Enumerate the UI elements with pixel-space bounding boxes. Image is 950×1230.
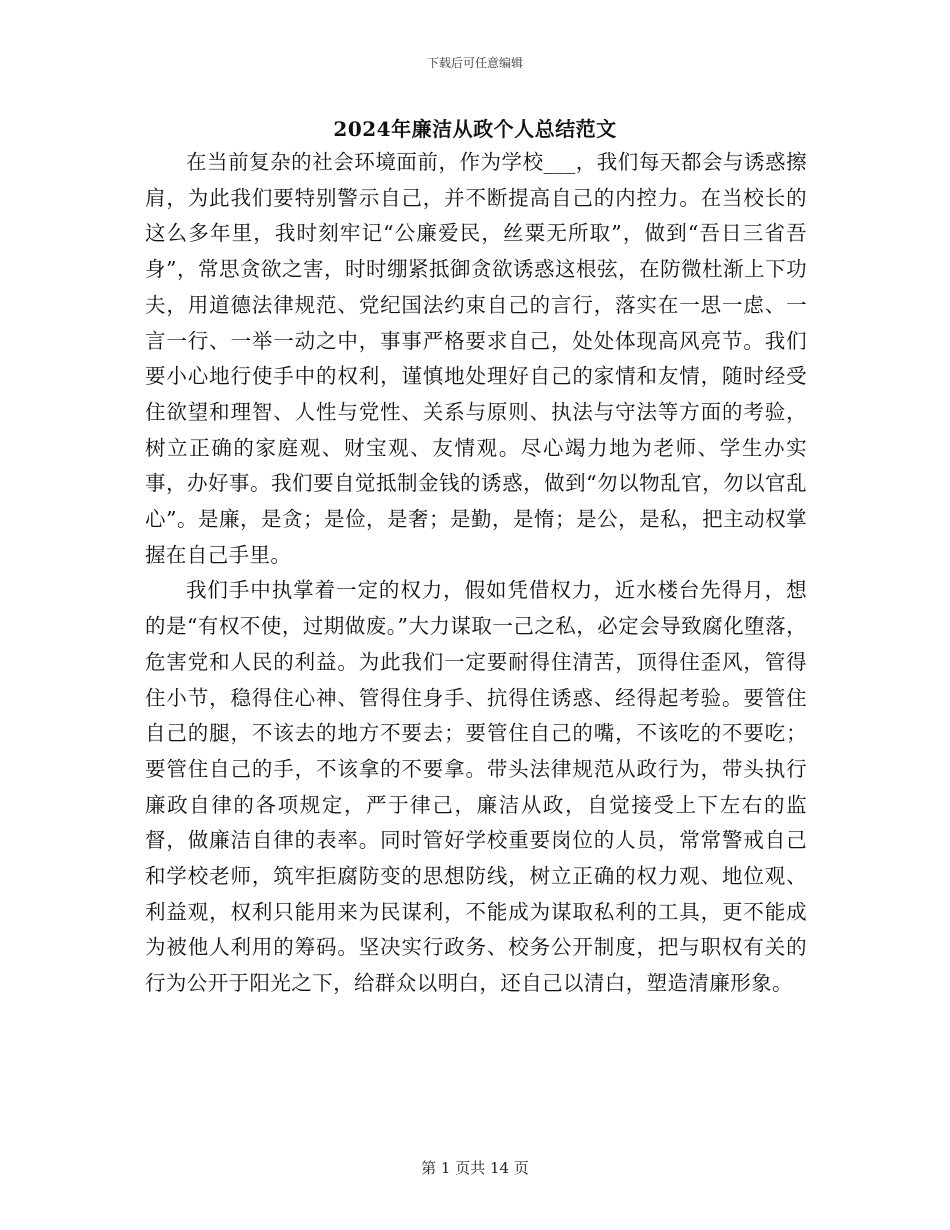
document-title: 2024年廉洁从政个人总结范文: [333, 117, 617, 141]
body-paragraph-2: 我们手中执掌着一定的权力，假如凭借权力，近水楼台先得月，想的是“有权不使，过期做废。”大力谋取一己之私，必定会导致腐化堕落，危害党和人民的利益。为此我们一定要耐得住清苦，顶得住歪风，管得住小节，稳得住心神、管得住身手、抗得住诱惑、经得起考验。要管住自己的腿，不该去的地方不要去；要管住自己的嘴，不该吃的不要吃；要管住自己的手，不该拿的不要拿。带头法律规范从政行为，带头执行廉政自律的各项规定，严于律己，廉洁从政，自觉接受上下左右的监督，做廉洁自律的表率。同时管好学校重要岗位的人员，常常警戒自己和学校老师，筑牢拒腐防变的思想防线，树立正确的权力观、地位观、利益观，权利只能用来为民谋利，不能成为谋取私利的工具，更不能成为被他人利用的筹码。坚决实行政务、校务公开制度，把与职权有关的行为公开于阳光之下，给群众以明白，还自己以清白，塑造清廉形象。: [145, 578, 807, 996]
body-paragraph-1: 在当前复杂的社会环境面前，作为学校___，我们每天都会与诱惑擦肩，为此我们要特别警示自己，并不断提高自己的内控力。在当校长的这么多年里，我时刻牢记“公廉爱民，丝粟无所取”，做到“吾日三省吾身”，常思贪欲之害，时时绷紧抵御贪欲诱惑这根弦，在防微杜渐上下功夫，用道德法律规范、党纪国法约束自己的言行，落实在一思一虑、一言一行、一举一动之中，事事严格要求自己，处处体现高风亮节。我们要小心地行使手中的权利，谨慎地处理好自己的家情和友情，随时经受住欲望和理智、人性与党性、关系与原则、执法与守法等方面的考验，树立正确的家庭观、财宝观、友情观。尽心竭力地为老师、学生办实事，办好事。我们要自觉抵制金钱的诱惑，做到“勿以物乱官，勿以官乱心”。是廉，是贪；是俭，是奢；是勤，是惰；是公，是私，把主动权掌握在自己手里。: [145, 150, 807, 567]
page-number-footer: 第 1 页共 14 页: [421, 1159, 529, 1177]
page-header-note: 下载后可任意编辑: [426, 56, 523, 70]
document-body: [145, 145, 807, 1002]
